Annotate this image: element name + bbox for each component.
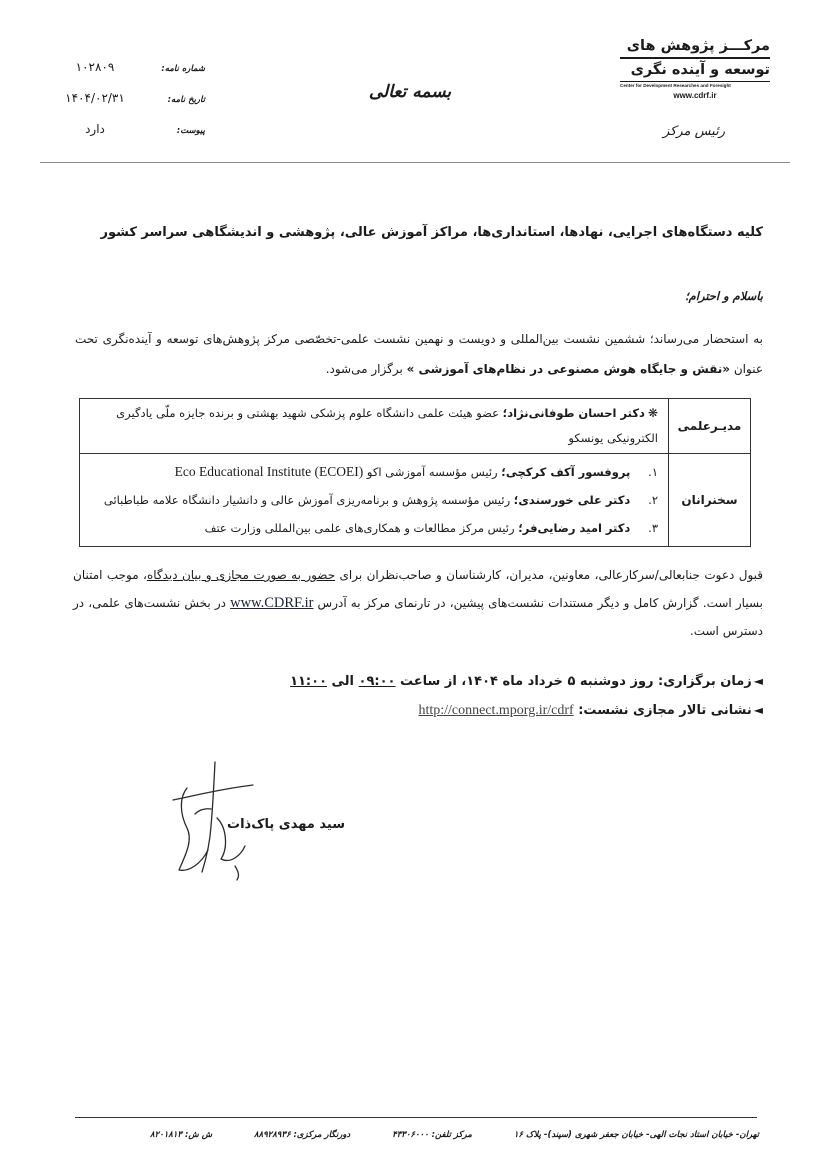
letter-meta <box>55 60 205 153</box>
speaker-item <box>88 514 658 542</box>
speaker-name: دکتر امید رضایی‌فر؛ <box>518 521 631 535</box>
closing-part-1: قبول دعوت جنابعالی/سرکارعالی، معاونین، مدیران، کارشناسان و صاحب‌نظران برای <box>335 568 763 582</box>
signatory-name: سید مهدی پاک‌ذات <box>227 817 345 832</box>
intro-text: به استحضار می‌رساند؛ ششمین نشست بین‌المللی و دویست و نهمین نشست علمی-تخصّصی مرکز پژوهش‌های توسعه و آینده‌نگری تحت عنوان <box>75 332 763 376</box>
speaker-number: ۳. <box>648 521 658 535</box>
event-time-label: زمان برگزاری: <box>658 674 752 689</box>
scientific-director-label: مدیـرعلمی <box>669 399 751 454</box>
speaker-number: ۱. <box>648 465 658 479</box>
logo-website: www.cdrf.ir <box>673 91 717 100</box>
header-divider <box>40 162 790 163</box>
event-venue-label: نشانی تالار مجازی نشست: <box>578 703 752 718</box>
speakers-row <box>80 454 751 547</box>
scientific-director-row <box>80 399 751 454</box>
program-table <box>79 398 751 547</box>
logo-english-name: Center for Development Researches and Foresight <box>620 83 731 88</box>
letter-number-value: ۱۰۲۸۰۹ <box>75 60 115 74</box>
speaker-description: رئیس مرکز مطالعات و همکاری‌های علمی بین‌المللی وزارت عتف <box>204 521 519 535</box>
flower-bullet-icon: ❋ <box>647 406 658 420</box>
intro-ending: برگزار می‌شود. <box>325 362 407 376</box>
letter-number-label: شماره نامه: <box>161 64 205 74</box>
closing-paragraph <box>73 561 763 645</box>
speaker-name: پروفسور آکف کرکچی؛ <box>501 465 631 479</box>
attachment-row <box>55 122 205 153</box>
virtual-hall-link[interactable]: http://connect.mporg.ir/cdrf <box>418 703 574 718</box>
scientific-director-cell <box>80 399 669 454</box>
letter-date-label: تاریخ نامه: <box>167 95 205 105</box>
speaker-description: رئیس مؤسسه پژوهش و برنامه‌ریزی آموزش عالی و دانشیار دانشگاه علامه طباطبائی <box>103 493 514 507</box>
logo-line-1: مرکـــز پژوهش های <box>620 36 770 59</box>
attachment-label: پیوست: <box>176 126 205 136</box>
attendance-emphasis: حضور به صورت مجازی و بیان دیدگاه <box>146 568 336 582</box>
organization-logo <box>620 36 770 102</box>
speaker-name: دکتر علی خورسندی؛ <box>513 493 631 507</box>
intro-paragraph <box>75 324 763 384</box>
speaker-number: ۲. <box>648 493 658 507</box>
closing-part-2: ، موجب امتنان بسیار است. گزارش کامل و دیگر مستندات نشست‌های پیشین، در تارنمای مرکز به آدرس <box>73 568 763 610</box>
letter-date-value: ۱۴۰۴/۰۲/۳۱ <box>65 91 125 105</box>
attachment-value: دارد <box>85 122 105 136</box>
footer-registration: ش ش: ۸۲۰۱۸۱۳ <box>150 1130 213 1140</box>
speakers-label: سخنرانان <box>669 454 751 547</box>
letter-date-row <box>55 91 205 122</box>
speaker-item <box>88 486 658 514</box>
event-details <box>290 667 763 725</box>
director-name: دکتر احسان طوفانی‌نژاد؛ <box>502 406 645 420</box>
footer-address: تهران- خیابان استاد نجات الهی- خیابان جعفر شهری (سپند)- پلاک ۱۶ <box>513 1130 759 1140</box>
speaker-description: رئیس مؤسسه آموزشی اکو <box>363 465 502 479</box>
invocation-heading: بسمه تعالی <box>368 82 452 102</box>
closing-part-3: در بخش نشست‌های علمی، در دسترس است. <box>73 596 763 638</box>
event-venue-row <box>290 696 763 725</box>
footer-phone: مرکز تلفن: ۴۳۳۰۶۰۰۰ <box>392 1130 472 1140</box>
event-time-text: روز دوشنبه ۵ خرداد ماه ۱۴۰۴، از ساعت <box>395 674 659 689</box>
footer-fax: دورنگار مرکزی: ۸۸۹۲۸۹۳۶ <box>253 1130 351 1140</box>
event-end-time: ۱۱:۰۰ <box>290 674 327 689</box>
speaker-institute-latin: Eco Educational Institute (ECOEI) <box>174 464 364 479</box>
sender-office: رئیس مرکز <box>662 124 725 139</box>
speaker-item <box>88 458 658 486</box>
event-start-time: ۰۹:۰۰ <box>358 674 396 689</box>
cdrf-website-link[interactable]: www.CDRF.ir <box>230 595 314 611</box>
letter-number-row <box>55 60 205 91</box>
event-time-row <box>290 667 763 696</box>
footer-divider <box>75 1117 757 1118</box>
event-title: «نقش و جایگاه هوش مصنوعی در نظام‌های آموزشی » <box>406 362 731 376</box>
director-description: عضو هیئت علمی دانشگاه علوم پزشکی شهید بهشتی و برنده جایزه ملّی یادگیری الکترونیکی یونسکو <box>116 406 658 445</box>
speakers-cell <box>80 454 669 547</box>
left-arrow-icon: ◄ <box>753 703 763 717</box>
footer <box>150 1130 759 1140</box>
left-arrow-icon: ◄ <box>753 674 763 688</box>
logo-line-2: توسعه و آینده نگری <box>620 59 770 82</box>
recipient-line: کلیه دستگاه‌های اجرایی، نهادها، استانداری‌ها، مراکز آموزش عالی، پژوهشی و اندیشگاهی سراسر کشور <box>100 225 763 240</box>
event-time-between: الی <box>327 674 359 689</box>
greeting: باسلام و احترام؛ <box>685 289 763 303</box>
